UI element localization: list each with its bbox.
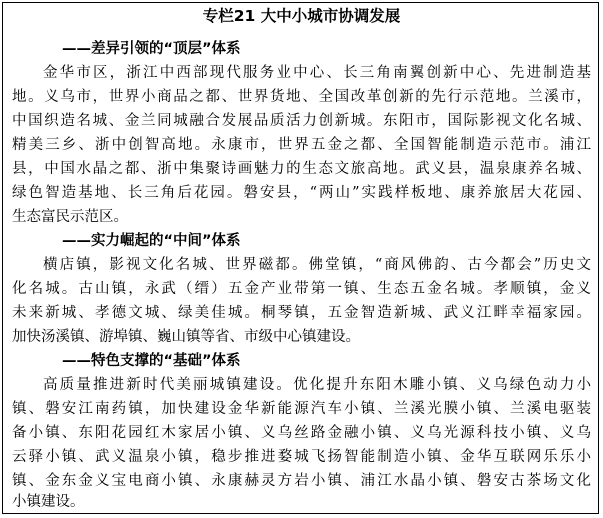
paragraph-line: 备小镇、东阳花园红木家居小镇、义乌丝路金融小镇、义乌光源科技小镇、义乌 (12, 425, 591, 441)
paragraph-line: 精美三乡、浙中创智高地。永康市，世界五金之都、全国智能制造示范市。浦江 (12, 137, 591, 153)
paragraph-line: 县，中国水晶之都、浙中集聚诗画魅力的生态文旅高地。武义县，温泉康养名城、 (12, 161, 591, 177)
paragraph-line: 小镇建设。 (12, 494, 85, 510)
paragraph-line: 化名城。古山镇，永武（缙）五金产业带第一镇、生态五金名城。孝顺镇，金义 (12, 281, 591, 297)
paragraph-line: 地。义乌市，世界小商品之都、世界货地、全国改革创新的先行示范地。兰溪市， (12, 89, 591, 105)
box-title: 专栏21 大中小城市协调发展 (202, 7, 401, 25)
paragraph-line: 镇、磐安江南药镇，加快建设金华新能源汽车小镇、兰溪光膜小镇、兰溪电驱装 (12, 401, 591, 417)
paragraph-line: 云驿小镇、武义温泉小镇，稳步推进婺城飞扬智能制造小镇、金华互联网乐乐小 (12, 449, 591, 465)
paragraph-line: 未来新城、孝德文城、绿美佳城。桐琴镇，五金智造新城、武义江畔幸福家园。 (12, 305, 591, 321)
paragraph-line: 横店镇，影视文化名城、世界磁都。佛堂镇，“商风佛韵、古今都会”历史文 (43, 257, 591, 273)
paragraph-line: 镇、金东金义宝电商小镇、永康赫灵方岩小镇、浦江水晶小镇、磐安古茶场文化 (12, 473, 591, 489)
paragraph-line: 生态富民示范区。 (12, 209, 128, 225)
paragraph-line: 加快汤溪镇、游埠镇、巍山镇等省、市级中心镇建设。 (12, 329, 360, 345)
paragraph-line: 高质量推进新时代美丽城镇建设。优化提升东阳木雕小镇、义乌绿色动力小 (43, 377, 591, 393)
paragraph-line: 中国织造名城、金兰同城融合发展品质活力创新城。东阳市，国际影视文化名城、 (12, 113, 591, 129)
section-heading-base-tier: ——特色支撑的“基础”体系 (62, 353, 241, 369)
section-heading-top-tier: ——差异引领的“顶层”体系 (62, 41, 241, 57)
section-heading-middle-tier: ——实力崛起的“中间”体系 (62, 233, 241, 249)
paragraph-line: 金华市区，浙江中西部现代服务业中心、长三角南翼创新中心、先进制造基 (43, 65, 591, 81)
paragraph-line: 绿色智造基地、长三角后花园。磐安县，“两山”实践样板地、康养旅居大花园、 (12, 185, 591, 201)
